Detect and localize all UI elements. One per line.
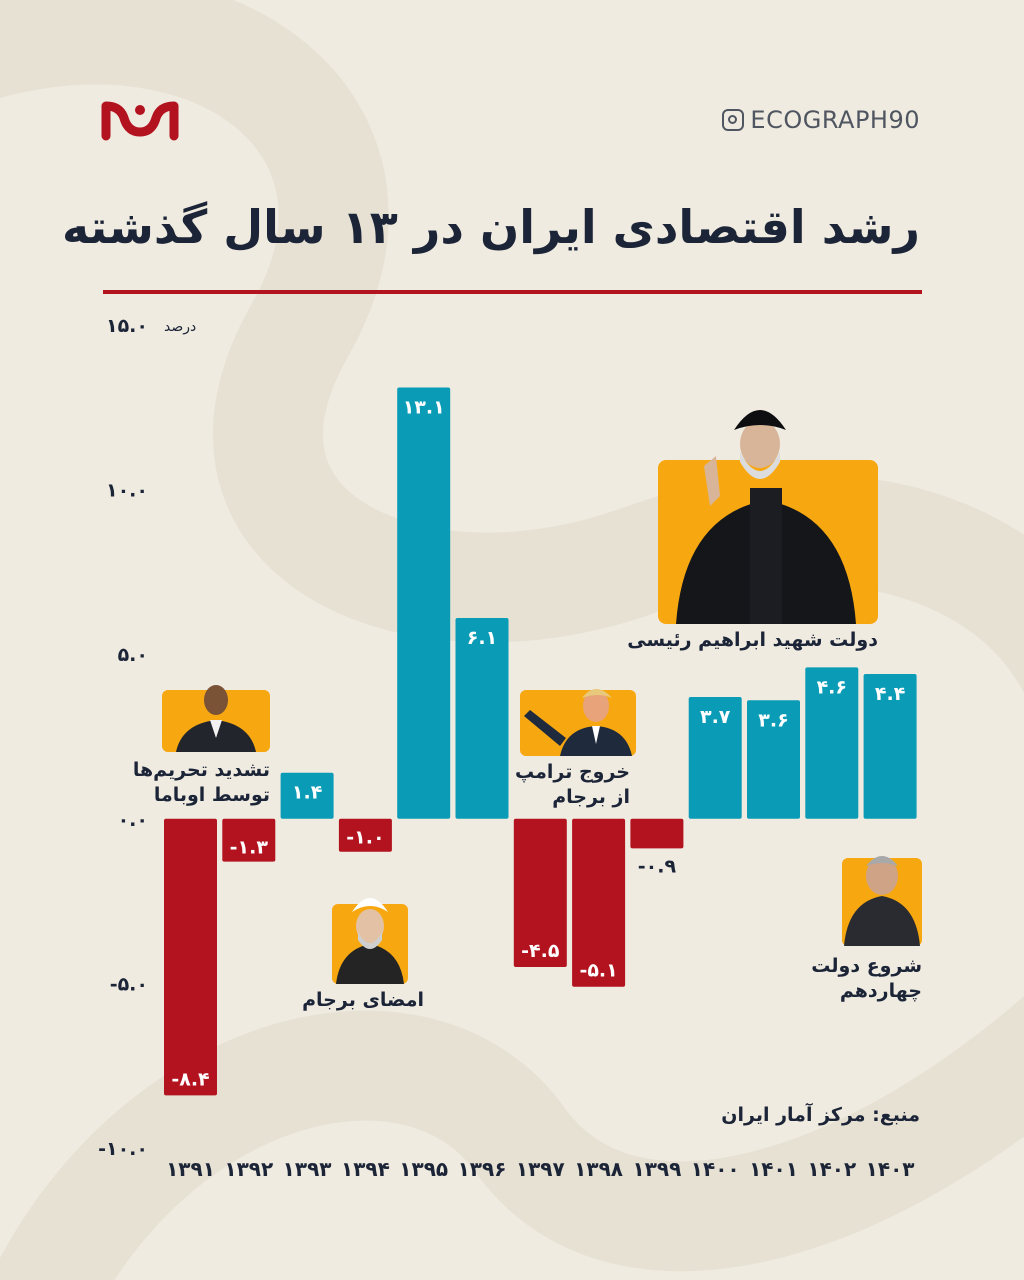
y-tick-label: ۱۵.۰ xyxy=(105,315,148,337)
x-tick-label: ۱۴۰۲ xyxy=(807,1157,857,1181)
annotation-raisi xyxy=(627,628,878,653)
x-tick-label: ۱۳۹۶ xyxy=(457,1157,507,1181)
bar-value-label: ۴.۶ xyxy=(816,676,848,699)
bar-value-label: ۳.۷ xyxy=(699,705,731,728)
x-tick-label: ۱۳۹۳ xyxy=(282,1157,332,1181)
rouhani-photo xyxy=(332,880,408,984)
y-unit-label: درصد xyxy=(164,319,197,335)
annotation-line: چهاردهم xyxy=(839,979,922,1002)
y-tick-label: -۵.۰ xyxy=(109,973,148,996)
obama-photo xyxy=(162,676,270,752)
annotation-rouhani xyxy=(302,988,424,1013)
annotation-line: امضای برجام xyxy=(302,989,424,1011)
bar xyxy=(397,388,450,819)
bar-value-label: ۴.۴ xyxy=(874,682,906,705)
annotation-line: تشدید تحریم‌ها xyxy=(132,759,270,781)
bar-value-label: ۱.۴ xyxy=(291,781,323,804)
trump-photo xyxy=(520,676,636,756)
bar-value-label: -۴.۵ xyxy=(521,939,560,962)
x-tick-label: ۱۳۹۴ xyxy=(340,1157,390,1181)
bar xyxy=(164,819,217,1096)
annotation-trump xyxy=(515,760,630,809)
bar xyxy=(630,819,683,849)
x-tick-label: ۱۴۰۱ xyxy=(749,1157,798,1181)
x-tick-label: ۱۴۰۰ xyxy=(690,1157,740,1181)
x-tick-label: ۱۳۹۱ xyxy=(166,1157,215,1181)
bar-value-label: ۳.۶ xyxy=(758,709,789,732)
annotation-line: توسط اوباما xyxy=(153,783,270,806)
page-title: رشد اقتصادی ایران در ۱۳ سال گذشته xyxy=(62,200,920,254)
annotation-pezeshkian xyxy=(811,954,922,1003)
x-tick-label: ۱۳۹۵ xyxy=(399,1157,449,1181)
bar-value-label: ۶.۱ xyxy=(466,626,498,649)
annotation-line: دولت شهید ابراهیم رئیسی xyxy=(627,629,878,651)
bar-value-label: -۱.۰ xyxy=(346,826,385,849)
annotation-line: خروج ترامپ xyxy=(515,761,630,783)
x-tick-label: ۱۳۹۹ xyxy=(632,1157,682,1181)
annotation-line: از برجام xyxy=(552,785,630,808)
pezeshkian-photo xyxy=(842,830,922,946)
x-tick-label: ۱۳۹۷ xyxy=(515,1157,565,1181)
y-tick-label: -۱۰.۰ xyxy=(98,1138,148,1160)
bar-value-label: ۱۳.۱ xyxy=(402,396,445,419)
x-tick-label: ۱۴۰۳ xyxy=(865,1157,915,1181)
bar-value-label: -۱.۳ xyxy=(229,836,268,859)
y-tick-label: ۱۰.۰ xyxy=(105,479,148,502)
source-note: منبع: مرکز آمار ایران xyxy=(721,1104,920,1126)
annotation-line: شروع دولت xyxy=(811,955,922,977)
annotation-obama xyxy=(133,758,270,807)
y-tick-label: ۵.۰ xyxy=(117,644,148,667)
handle-text: ECOGRAPH90 xyxy=(750,106,920,134)
bar-value-label: -۰.۹ xyxy=(637,855,677,878)
x-tick-label: ۱۳۹۸ xyxy=(574,1157,624,1181)
raisi-photo xyxy=(656,396,878,624)
x-tick-label: ۱۳۹۲ xyxy=(224,1157,274,1181)
y-tick-label: ۰.۰ xyxy=(117,808,148,831)
bar-value-label: -۸.۴ xyxy=(171,1068,210,1091)
bar-value-label: -۵.۱ xyxy=(579,959,618,982)
